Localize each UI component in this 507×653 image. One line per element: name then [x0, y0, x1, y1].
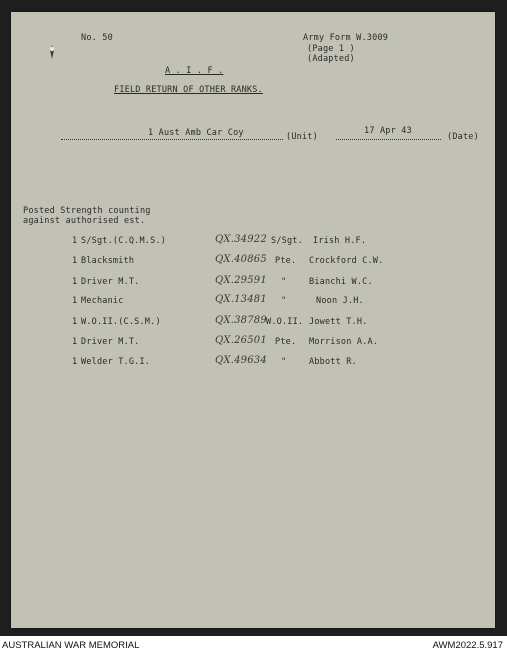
footer-accession-number: AWM2022.5.917 [432, 640, 503, 651]
row-role: Blacksmith [81, 256, 135, 266]
date-value: 17 Apr 43 [364, 126, 412, 136]
date-dotted-line [336, 139, 441, 140]
row-rank: Pte. [275, 256, 297, 266]
row-number: QX.29591 [215, 275, 267, 286]
row-name: Irish H.F. [313, 236, 367, 246]
row-count: 1 [72, 256, 78, 266]
footer-credit: AUSTRALIAN WAR MEMORIAL [2, 640, 140, 651]
row-count: 1 [72, 236, 78, 246]
posted-strength-line-2: against authorised est. [23, 216, 146, 226]
row-number: QX.26501 [215, 335, 267, 346]
table-row [11, 236, 495, 248]
page-label: (Page 1 ) [307, 44, 355, 54]
row-count: 1 [72, 317, 78, 327]
ditto-mark: " [281, 357, 287, 367]
row-name: Crockford C.W. [309, 256, 384, 266]
row-role: Driver M.T. [81, 337, 140, 347]
row-name: Abbott R. [309, 357, 357, 367]
date-label: (Date) [447, 132, 479, 142]
army-form-label: Army Form W.3009 [303, 33, 389, 43]
table-row [11, 337, 495, 349]
row-count: 1 [72, 337, 78, 347]
ditto-mark: " [281, 277, 287, 287]
row-name: Noon J.H. [316, 296, 364, 306]
row-count: 1 [72, 277, 78, 287]
row-count: 1 [72, 296, 78, 306]
row-role: W.O.II.(C.S.M.) [81, 317, 161, 327]
row-number: QX.13481 [215, 294, 267, 305]
row-name: Jowett T.H. [309, 317, 368, 327]
table-row [11, 277, 495, 289]
table-row [11, 357, 495, 369]
row-rank: Pte. [275, 337, 297, 347]
unit-value: 1 Aust Amb Car Coy [148, 128, 244, 138]
table-row [11, 317, 495, 329]
posted-strength-line-1: Posted Strength counting [23, 206, 151, 216]
footer-bar [0, 636, 507, 653]
pin-icon [45, 44, 59, 60]
row-rank: S/Sgt. [271, 236, 303, 246]
row-number: QX.38789 [215, 315, 267, 326]
row-rank: W.O.II. [266, 317, 304, 327]
ditto-mark: " [281, 296, 287, 306]
aif-heading: A . I . F . [165, 66, 224, 76]
document-page [11, 12, 495, 628]
field-return-title: FIELD RETURN OF OTHER RANKS. [114, 85, 263, 95]
row-role: S/Sgt.(C.Q.M.S.) [81, 236, 167, 246]
row-role: Welder T.G.I. [81, 357, 151, 367]
form-number: No. 50 [81, 33, 113, 43]
row-name: Morrison A.A. [309, 337, 379, 347]
row-name: Bianchi W.C. [309, 277, 373, 287]
row-count: 1 [72, 357, 78, 367]
unit-label: (Unit) [286, 132, 318, 142]
adapted-label: (Adapted) [307, 54, 355, 64]
row-number: QX.40865 [215, 254, 267, 265]
row-role: Driver M.T. [81, 277, 140, 287]
row-role: Mechanic [81, 296, 124, 306]
table-row [11, 256, 495, 268]
row-number: QX.34922 [215, 234, 267, 245]
table-row [11, 296, 495, 308]
unit-dotted-line [61, 139, 283, 140]
row-number: QX.49634 [215, 355, 267, 366]
